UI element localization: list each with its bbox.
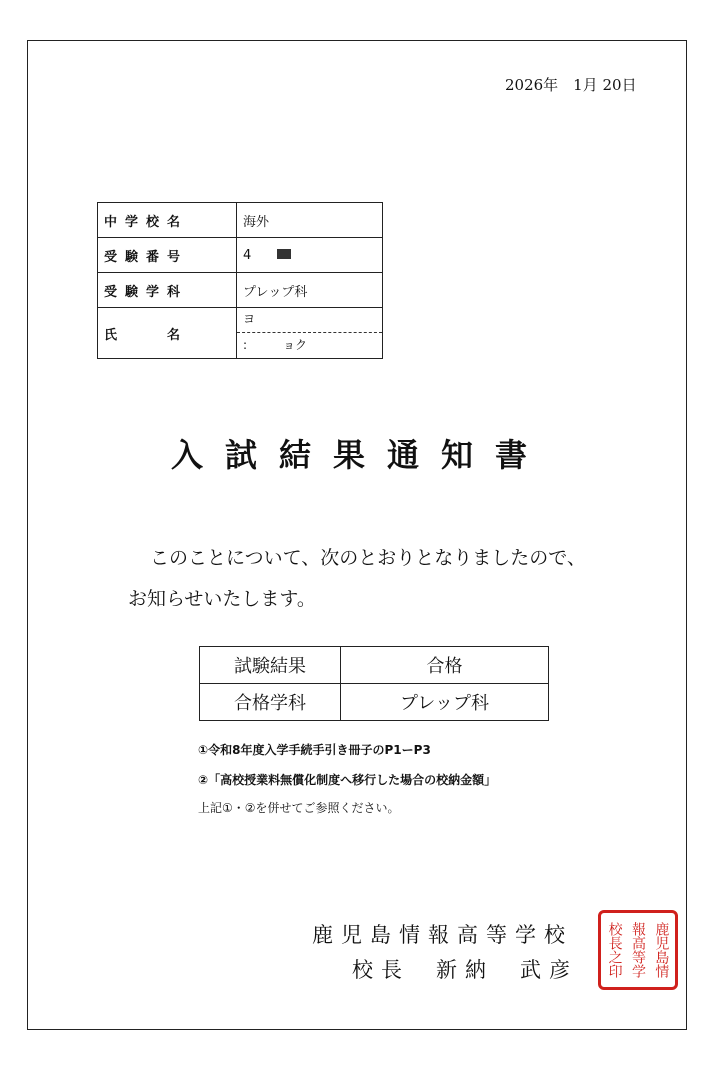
exam-number-text: 4 bbox=[243, 247, 252, 263]
principal-title: 校長 bbox=[352, 958, 410, 982]
seal-column: 報高等学 bbox=[629, 922, 646, 978]
name-label-text: 氏名 bbox=[104, 327, 231, 343]
seal-column: 校長之印 bbox=[606, 922, 623, 978]
value-name bbox=[237, 308, 383, 359]
value-department: プレップ科 bbox=[237, 273, 383, 308]
principal-given-name: 武彦 bbox=[520, 958, 578, 982]
issue-date: 2026年 1月 20日 bbox=[505, 76, 637, 94]
seal-column: 鹿児島情 bbox=[653, 922, 670, 978]
result-table bbox=[199, 646, 549, 721]
note-2: ②「高校授業料無償化制度へ移行した場合の校納金額」 bbox=[198, 773, 497, 787]
table-row bbox=[200, 647, 549, 684]
table-row bbox=[200, 684, 549, 721]
page-title: 入試結果通知書 bbox=[170, 436, 549, 474]
value-passed-department: プレップ科 bbox=[341, 684, 549, 721]
redaction-block bbox=[277, 249, 291, 259]
name-line2: : ョク bbox=[243, 338, 308, 352]
name-kana: ヨ bbox=[243, 312, 256, 326]
value-exam-number bbox=[237, 238, 383, 273]
table-row bbox=[98, 308, 383, 359]
table-row bbox=[98, 273, 383, 308]
body-text-line1: このことについて、次のとおりとなりましたので、 bbox=[150, 547, 586, 569]
note-1: ①令和8年度入学手続手引き冊子のP1ーP3 bbox=[198, 743, 431, 757]
note-3: 上記①・②を併せてご参照ください。 bbox=[198, 801, 400, 815]
label-name bbox=[98, 308, 237, 359]
label-exam-result: 試験結果 bbox=[200, 647, 341, 684]
label-exam-number: 受験番号 bbox=[98, 238, 237, 273]
table-row bbox=[98, 238, 383, 273]
principal-line bbox=[352, 957, 578, 983]
label-department: 受験学科 bbox=[98, 273, 237, 308]
body-text-line2: お知らせいたします。 bbox=[128, 588, 316, 610]
name-divider bbox=[237, 332, 382, 333]
school-name: 鹿児島情報高等学校 bbox=[312, 923, 573, 947]
document-border bbox=[27, 40, 687, 1030]
label-school: 中学校名 bbox=[98, 203, 237, 238]
applicant-info-table bbox=[97, 202, 383, 359]
value-exam-result: 合格 bbox=[341, 647, 549, 684]
label-passed-department: 合格学科 bbox=[200, 684, 341, 721]
principal-family-name: 新納 bbox=[436, 958, 494, 982]
value-school: 海外 bbox=[237, 203, 383, 238]
official-seal-stamp bbox=[598, 910, 678, 990]
table-row bbox=[98, 203, 383, 238]
